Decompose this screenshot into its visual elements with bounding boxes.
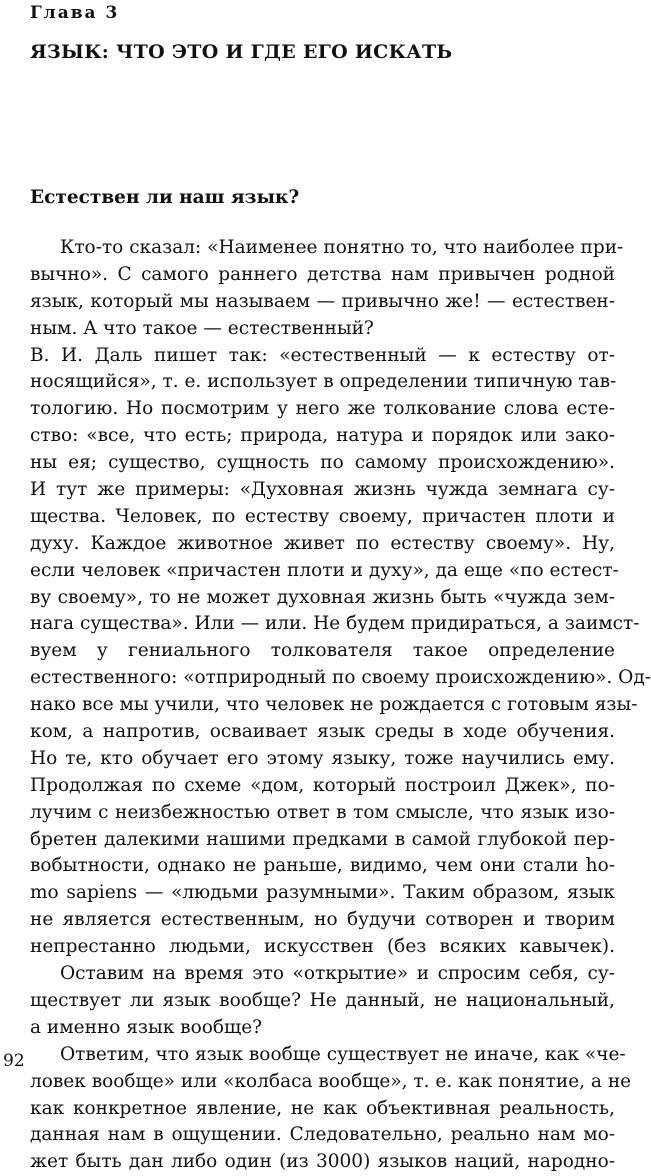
text-line: В. И. Даль пишет так: «естественный — к естеству от- [30,344,615,366]
text-line: ком, а напротив, осваивает язык среды в ходе обучения. [30,721,615,743]
text-line: как конкретное явление, не как объективная реальность, [30,1097,615,1119]
text-line: Ответим, что язык вообще существует не иначе, как «че- [60,1043,626,1065]
body-text [30,235,651,1176]
text-line: тологию. Но посмотрим у него же толкование слова есте- [30,398,615,420]
text-line: Кто-то сказал: «Наименее понятно то, что наиболее при- [60,237,624,258]
text-line: ву своему», то не может духовная жизнь быть «чужда зем- [30,586,615,608]
text-line: Но те, кто обучает его этому языку, тоже научились ему. [30,747,615,769]
text-line: И тут же примеры: «Духовная жизнь чужда земнага су- [30,479,615,501]
text-line: ществует ли язык вообще? Не данный, не национальный, [30,989,615,1011]
chapter-label: Глава 3 [30,3,120,23]
text-line: лучим с неизбежностью ответ в том смысле, что язык изо- [30,801,615,823]
text-line: данная нам в ощущении. Следовательно, реально нам мо- [30,1124,615,1146]
text-line: вычно». С самого раннего детства нам привычен родной [30,263,615,285]
text-line: Оставим на время это «открытие» и спросим себя, су- [60,963,615,985]
page-number: 92 [3,1051,25,1071]
text-line: нако все мы учили, что человек не рождается с готовым язы- [30,694,638,716]
text-line: ловек вообще» или «колбаса вообще», т. е. как понятие, а не [30,1070,632,1092]
text-line: носящийся», т. е. использует в определении типичную тав- [30,371,617,393]
text-line: нага существа». Или — или. Не будем придираться, а заимст- [30,613,640,635]
text-line: непрестанно людьми, искусствен (без всяких кавычек). [30,936,615,958]
text-line: ны ея; существо, сущность по самому происхождению». [30,452,615,474]
text-line: духу. Каждое животное живет по естеству своему». Ну, [30,532,615,554]
text-line: если человек «причастен плоти и духу», да еще «по естест- [30,559,619,581]
text-line: щества. Человек, по естеству своему, причастен плоти и [30,505,615,527]
text-line: бретен далекими нашими предками в самой глубокой пер- [30,828,615,850]
text-line: mo sapiens — «людьми разумными». Таким образом, язык [30,882,615,904]
text-line: ным. А что такое — естественный? [30,317,374,339]
section-heading: Естествен ли наш язык? [30,187,300,208]
text-line: не является естественным, но будучи сотворен и творим [30,909,615,931]
text-line: Продолжая по схеме «дом, который построил Джек», по- [30,774,615,796]
chapter-title: ЯЗЫК: ЧТО ЭТО И ГДЕ ЕГО ИСКАТЬ [30,41,453,63]
text-line: ство: «все, что есть; природа, натура и порядок или зако- [30,425,615,447]
text-line: естественного: «отприродный по своему происхождению». Од- [30,667,651,689]
text-line: вуем у гениального толкователя такое определение [30,640,615,662]
text-line: жет быть дан либо один (из 3000) языков наций, народно- [30,1151,615,1173]
text-line: язык, который мы называем — привычно же! — естествен- [30,290,615,312]
text-line: вобытности, однако не раньше, видимо, чем они стали ho- [30,855,615,877]
text-line: а именно язык вообще? [30,1016,263,1038]
